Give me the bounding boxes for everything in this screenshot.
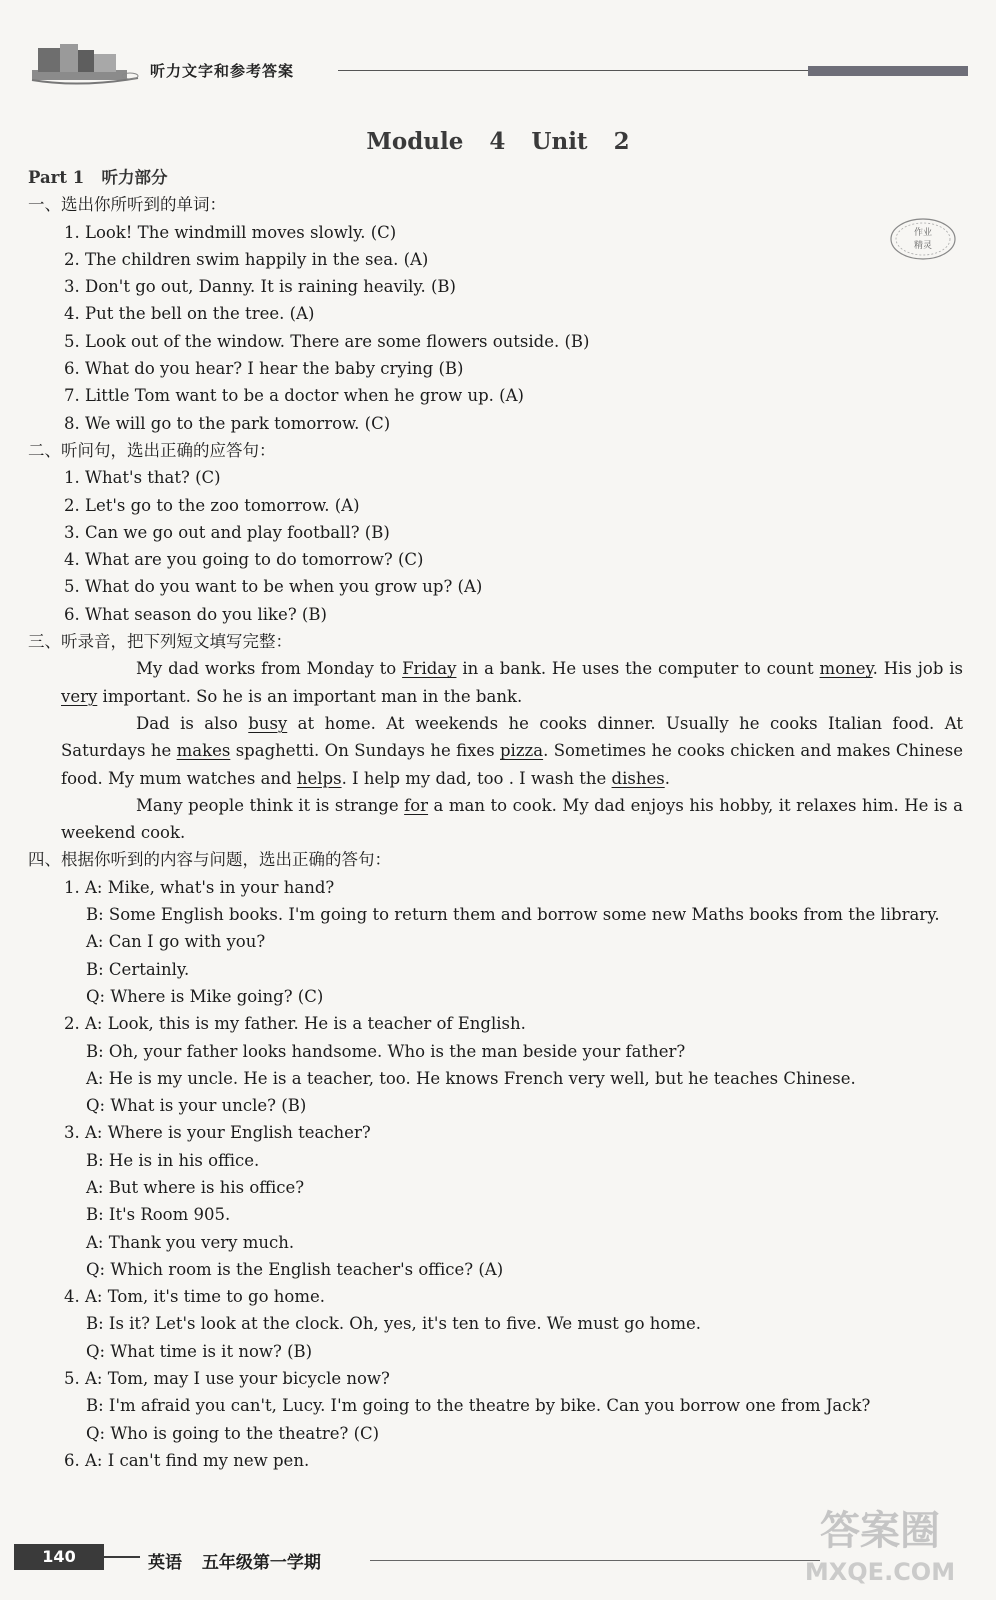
dialogue-line: B: Oh, your father looks handsome. Who is the man beside your father? — [86, 1041, 686, 1061]
dialogue-line: 1. A: Mike, what's in your hand? — [64, 877, 335, 897]
dialogue-question: Q: Who is going to the theatre? (C) — [86, 1423, 380, 1443]
answer-blank: makes — [176, 741, 231, 761]
books-illustration — [30, 40, 140, 88]
header-title: 听力文字和参考答案 — [150, 62, 295, 80]
dialogue-line: B: Some English books. I'm going to return them and borrow some new Maths books from the library. — [86, 905, 940, 925]
part-heading — [28, 164, 963, 191]
footer-rule — [370, 1560, 820, 1561]
dialogue-question: Q: Where is Mike going? (C) — [86, 986, 324, 1006]
answer-blank: for — [404, 795, 429, 815]
answer-blank: very — [61, 686, 98, 706]
list-item: 4. Put the bell on the tree. (A) — [64, 304, 315, 324]
dialogue-line: 5. A: Tom, may I use your bicycle now? — [64, 1369, 390, 1389]
section-4-heading: 四、根据你听到的内容与问题，选出正确的答句： — [28, 850, 391, 870]
answer-blank: dishes — [611, 768, 665, 788]
header-bar — [808, 66, 968, 76]
list-item: 5. Look out of the window. There are some flowers outside. (B) — [64, 331, 590, 351]
answer-content — [28, 164, 963, 1474]
dialogue-line: B: Is it? Let's look at the clock. Oh, yes, it's ten to five. We must go home. — [86, 1314, 702, 1334]
answer-blank: money — [819, 659, 873, 679]
list-item: 6. What do you hear? I hear the baby crying (B) — [64, 359, 464, 379]
list-item: 2. The children swim happily in the sea. (A) — [64, 249, 429, 269]
list-item: 5. What do you want to be when you grow up? (A) — [64, 577, 483, 597]
dialogue-line: B: I'm afraid you can't, Lucy. I'm going to the theatre by bike. Can you borrow one from Jack? — [86, 1396, 871, 1416]
dialogue-line: B: He is in his office. — [86, 1150, 260, 1170]
passage-paragraph-1: My dad works from Monday to Friday in a bank. He uses the computer to count money. His job is very important. So he is an important man in the bank. — [61, 659, 963, 706]
list-item: 1. What's that? (C) — [64, 468, 221, 488]
stamp-line1: 作业 — [913, 228, 933, 238]
answer-blank: helps — [296, 768, 342, 788]
list-item: 4. What are you going to do tomorrow? (C) — [64, 550, 424, 570]
header-rule — [338, 70, 808, 71]
page-number: 140 — [14, 1544, 104, 1570]
dialogue-question: Q: What is your uncle? (B) — [86, 1096, 307, 1116]
watermark-line2: MXQE.COM — [804, 1558, 956, 1586]
section-3-heading: 三、听录音，把下列短文填写完整： — [28, 632, 292, 652]
footer-text: 英语 五年级第一学期 — [148, 1553, 321, 1573]
dialogue-question: Q: Which room is the English teacher's office? (A) — [86, 1259, 504, 1279]
watermark-logo — [790, 1498, 970, 1588]
dialogue-line: A: Thank you very much. — [86, 1232, 295, 1252]
passage-paragraph-2: Dad is also busy at home. At weekends he cooks dinner. Usually he cooks Italian food. At Saturdays he makes spaghetti. On Sundays he fixes pizza. Sometimes he cooks chicken and makes Chinese food. My mum watches and helps. I help my dad, too . I wash the dishes. — [61, 713, 963, 788]
footer-stub-line — [104, 1556, 140, 1558]
section-1-heading: 一、选出你所听到的单词： — [28, 195, 226, 215]
dialogue-line: A: He is my uncle. He is a teacher, too. He knows French very well, but he teaches Chinese. — [86, 1068, 856, 1088]
dialogue-line: A: But where is his office? — [86, 1177, 305, 1197]
dialogue-line: B: It's Room 905. — [86, 1205, 231, 1225]
passage-paragraph-3: Many people think it is strange for a man to cook. My dad enjoys his hobby, it relaxes him. He is a weekend cook. — [61, 795, 963, 843]
list-item: 8. We will go to the park tomorrow. (C) — [64, 413, 391, 433]
dialogue-line: B: Certainly. — [86, 959, 190, 979]
dialogue-line: 6. A: I can't find my new pen. — [64, 1450, 310, 1470]
list-item: 2. Let's go to the zoo tomorrow. (A) — [64, 495, 360, 515]
list-item: 1. Look! The windmill moves slowly. (C) — [64, 222, 397, 242]
list-item: 6. What season do you like? (B) — [64, 604, 327, 624]
list-item: 3. Can we go out and play football? (B) — [64, 522, 390, 542]
stamp-line2: 精灵 — [913, 241, 933, 251]
watermark-line1: 答案圈 — [820, 1508, 940, 1554]
answer-blank: pizza — [500, 741, 544, 761]
answer-blank: busy — [248, 713, 288, 733]
dialogue-line: 4. A: Tom, it's time to go home. — [64, 1287, 325, 1307]
dialogue-line: A: Can I go with you? — [86, 932, 266, 952]
dialogue-line: 2. A: Look, this is my father. He is a teacher of English. — [64, 1014, 526, 1034]
answer-blank: Friday — [402, 659, 457, 679]
list-item: 7. Little Tom want to be a doctor when he grow up. (A) — [64, 386, 524, 406]
section-2-heading: 二、听问句，选出正确的应答句： — [28, 440, 276, 460]
list-item: 3. Don't go out, Danny. It is raining heavily. (B) — [64, 277, 456, 297]
part-name: 听力部分 — [101, 168, 168, 187]
page-title: Module 4 Unit 2 — [366, 128, 630, 155]
part-label: Part 1 — [28, 168, 85, 187]
dialogue-line: 3. A: Where is your English teacher? — [64, 1123, 371, 1143]
dialogue-question: Q: What time is it now? (B) — [86, 1341, 313, 1361]
